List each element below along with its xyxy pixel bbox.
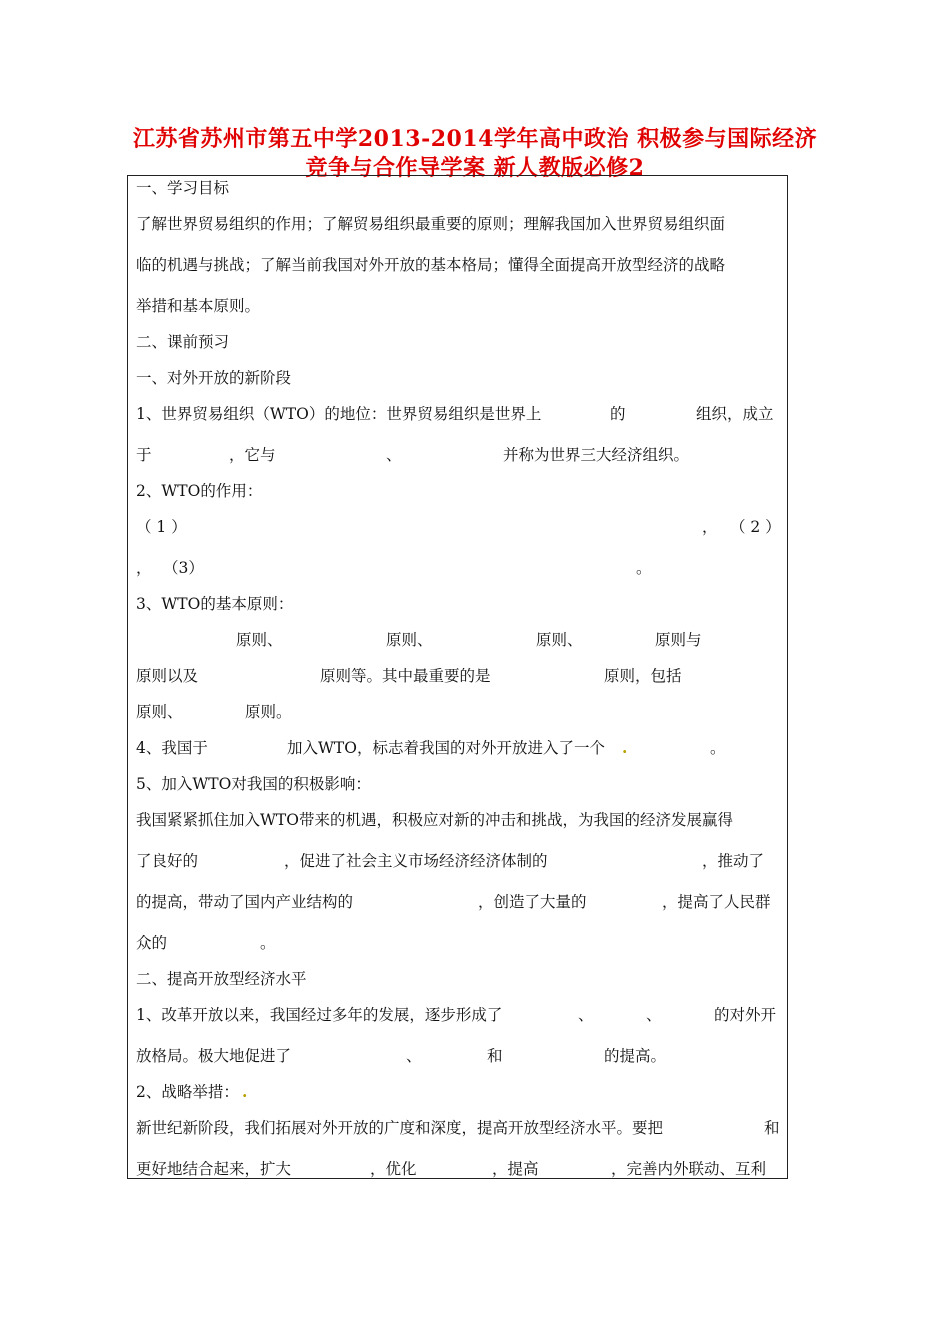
document-title-line-1: 江苏省苏州市第五中学2013-2014学年高中政治 积极参与国际经济 [132, 126, 818, 152]
section-heading-objectives: 一、学习目标 [136, 179, 230, 197]
q4-mark: . [622, 738, 628, 757]
q2-item-2: （ 2 ） [730, 518, 781, 536]
q3-heading: 3、WTO的基本原则： [136, 595, 294, 613]
q5-line-1: 我国紧紧抓住加入WTO带来的机遇，积极应对新的冲击和挑战，为我国的经济发展赢得 [136, 811, 733, 829]
p1-text-b: 、 [578, 1006, 594, 1024]
q5-line-2-b: ，促进了社会主义市场经济经济体制的 [284, 852, 548, 870]
subheading-new-stage: 一、对外开放的新阶段 [136, 369, 292, 387]
p1-text-h: 的提高。 [604, 1047, 667, 1065]
q4-period: 。 [710, 739, 726, 757]
q3-text-f: 原则等。其中最重要的是 [320, 667, 491, 685]
q1-text-a: 1、世界贸易组织（WTO）的地位：世界贸易组织是世界上 [136, 405, 542, 423]
p1-text-f: 、 [406, 1047, 422, 1065]
p1-text-g: 和 [487, 1047, 503, 1065]
objectives-line-2: 临的机遇与挑战；了解当前我国对外开放的基本格局；懂得全面提高开放型经济的战略 [136, 256, 726, 274]
q5-line-4-b: 。 [260, 934, 276, 952]
q3-text-g: 原则，包括 [604, 667, 682, 685]
q5-line-3-b: ，创造了大量的 [478, 893, 587, 911]
q5-line-2-c: ，推动了 [702, 852, 765, 870]
p1-text-e: 放格局。极大地促进了 [136, 1047, 292, 1065]
q2-item-3: （3） [163, 559, 204, 577]
p2-line-2-c: ，提高 [492, 1160, 539, 1178]
p2-line-2-a: 更好地结合起来，扩大 [136, 1160, 292, 1178]
objectives-line-3: 举措和基本原则。 [136, 297, 261, 315]
q5-line-3-a: 的提高，带动了国内产业结构的 [136, 893, 354, 911]
q3-text-c: 原则、 [536, 631, 583, 649]
q1-text-b: 的 [610, 405, 626, 423]
q3-text-a: 原则、 [236, 631, 283, 649]
p2-line-1-b: 和 [764, 1119, 780, 1137]
p1-text-a: 1、改革开放以来，我国经过多年的发展，逐步形成了 [136, 1006, 503, 1024]
q3-text-h: 原则、 [136, 703, 183, 721]
q1-text-c: 组织，成立 [696, 405, 774, 423]
document-title-line-2: 竞争与合作导学案 新人教版必修2 [305, 155, 645, 181]
p2-heading: 2、战略举措： [136, 1083, 239, 1101]
q5-line-3-c: ，提高了人民群 [662, 893, 771, 911]
p1-text-d: 的对外开 [714, 1006, 777, 1024]
p2-line-2-b: ，优化 [370, 1160, 417, 1178]
q3-text-i: 原则。 [245, 703, 292, 721]
p1-text-c: 、 [646, 1006, 662, 1024]
q2-period: 。 [636, 559, 652, 577]
subheading-open-economy: 二、提高开放型经济水平 [136, 970, 307, 988]
q1-text-d: 于 [136, 446, 152, 464]
q4-text-a: 4、我国于 [136, 739, 208, 757]
objectives-line-1: 了解世界贸易组织的作用；了解贸易组织最重要的原则；理解我国加入世界贸易组织面 [136, 215, 726, 233]
p2-line-2-d: ，完善内外联动、互利 [611, 1160, 767, 1178]
q2-comma-2: ， [136, 559, 152, 577]
q1-text-f: 、 [386, 446, 402, 464]
q4-text-b: 加入WTO，标志着我国的对外开放进入了一个 [287, 739, 605, 757]
q3-text-e: 原则以及 [136, 667, 199, 685]
q2-item-1: （ 1 ） [136, 518, 187, 536]
q3-text-d: 原则与 [655, 631, 702, 649]
q5-line-4-a: 众的 [136, 934, 168, 952]
q5-line-2-a: 了良好的 [136, 852, 199, 870]
q5-heading: 5、加入WTO对我国的积极影响： [136, 775, 371, 793]
section-heading-preview: 二、课前预习 [136, 333, 230, 351]
q1-text-g: 并称为世界三大经济组织。 [503, 446, 690, 464]
p2-line-1-a: 新世纪新阶段，我们拓展对外开放的广度和深度，提高开放型经济水平。要把 [136, 1119, 664, 1137]
q2-heading: 2、WTO的作用： [136, 482, 263, 500]
q3-text-b: 原则、 [386, 631, 433, 649]
q2-comma-1: ， [702, 518, 718, 536]
p2-mark: . [242, 1082, 248, 1101]
q1-text-e: ，它与 [229, 446, 276, 464]
